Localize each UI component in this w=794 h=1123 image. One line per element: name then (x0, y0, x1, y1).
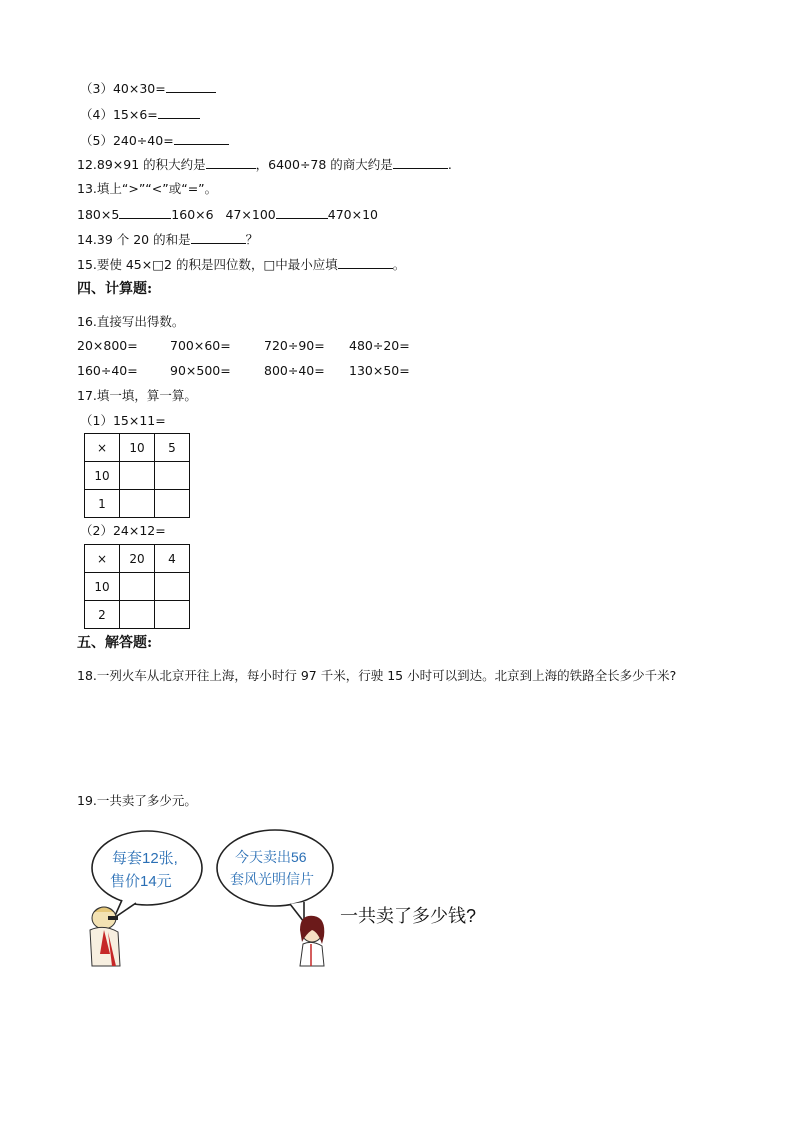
calc-item: 20×800= (77, 338, 138, 353)
table2-label: （2）24×12= (80, 523, 166, 538)
table-row (85, 490, 190, 518)
multiplication-table-1 (84, 433, 190, 518)
table-cell: 2 (85, 601, 120, 629)
answer-cell[interactable] (155, 462, 190, 490)
man-figure (90, 907, 120, 966)
section-4-heading: 四、计算题: (77, 281, 153, 297)
question-18: 18.一列火车从北京开往上海，每小时行 97 千米，行驶 15 小时可以到达。北京到上海的铁路全长多少千米? (77, 668, 677, 683)
table-cell: 10 (85, 462, 120, 490)
speech-bubble-left (92, 831, 202, 905)
q11-part5: （5）240÷40= (80, 131, 229, 150)
bubble2-line1: 今天卖出56 (235, 849, 307, 865)
calc-item: 160÷40= (77, 363, 138, 378)
table-row (85, 462, 190, 490)
calc-item: 800÷40= (264, 363, 325, 378)
calc-item: 130×50= (349, 363, 410, 378)
table-cell: 10 (120, 434, 155, 462)
table-cell: 20 (120, 545, 155, 573)
calc-item: 480÷20= (349, 338, 410, 353)
answer-blank[interactable] (119, 205, 171, 219)
table-row (85, 573, 190, 601)
illustration-question: 一共卖了多少钱? (340, 906, 477, 926)
answer-cell[interactable] (155, 573, 190, 601)
table-cell: × (85, 434, 120, 462)
answer-cell[interactable] (120, 490, 155, 518)
bubble2-line2: 套风光明信片 (230, 871, 314, 887)
answer-blank[interactable] (191, 230, 246, 244)
answer-blank[interactable] (206, 155, 256, 169)
table-cell: 5 (155, 434, 190, 462)
bubble-tail-right (290, 902, 304, 922)
table1-label: （1）15×11= (80, 413, 166, 428)
answer-blank[interactable] (174, 131, 229, 145)
table-header-row (85, 434, 190, 462)
table-row (85, 601, 190, 629)
question-19: 19.一共卖了多少元。 (77, 793, 197, 808)
question-14: 14.39 个 20 的和是 ？ (77, 232, 259, 247)
bubble1-line1: 每套12张, (112, 850, 178, 867)
postcard-sale-illustration (82, 826, 502, 971)
question-15: 15.要使 45×□2 的积是四位数，□中最小应填 。 (77, 257, 406, 272)
answer-blank[interactable] (276, 205, 328, 219)
answer-cell[interactable] (120, 573, 155, 601)
answer-cell[interactable] (155, 490, 190, 518)
calc-item: 90×500= (170, 363, 231, 378)
answer-blank[interactable] (158, 105, 200, 119)
answer-blank[interactable] (338, 255, 393, 269)
calc-item: 700×60= (170, 338, 231, 353)
q11-part4: （4）15×6= (80, 105, 200, 124)
q11-part3: （3）40×30= (80, 79, 216, 98)
answer-blank[interactable] (393, 155, 448, 169)
section-5-heading: 五、解答题: (77, 635, 153, 651)
woman-figure (300, 916, 324, 966)
question-12: 12.89×91 的积大约是 ，6400÷78 的商大约是 . (77, 157, 452, 172)
table-cell: 4 (155, 545, 190, 573)
speech-bubble-right (217, 830, 333, 906)
table-cell: × (85, 545, 120, 573)
calc-item: 720÷90= (264, 338, 325, 353)
question-13-title: 13.填上“>”“<”或“=”。 (77, 181, 218, 196)
answer-cell[interactable] (155, 601, 190, 629)
answer-cell[interactable] (120, 462, 155, 490)
bubble1-line2: 售价14元 (110, 873, 172, 890)
table-cell: 10 (85, 573, 120, 601)
question-17-title: 17.填一填，算一算。 (77, 388, 197, 403)
question-13-compare: 180×5 160×6 47×100 470×10 (77, 207, 379, 222)
answer-blank[interactable] (166, 79, 216, 93)
question-16-title: 16.直接写出得数。 (77, 314, 185, 329)
multiplication-table-2 (84, 544, 190, 629)
table-header-row (85, 545, 190, 573)
answer-cell[interactable] (120, 601, 155, 629)
table-cell: 1 (85, 490, 120, 518)
bubble-tail-left (114, 900, 136, 918)
